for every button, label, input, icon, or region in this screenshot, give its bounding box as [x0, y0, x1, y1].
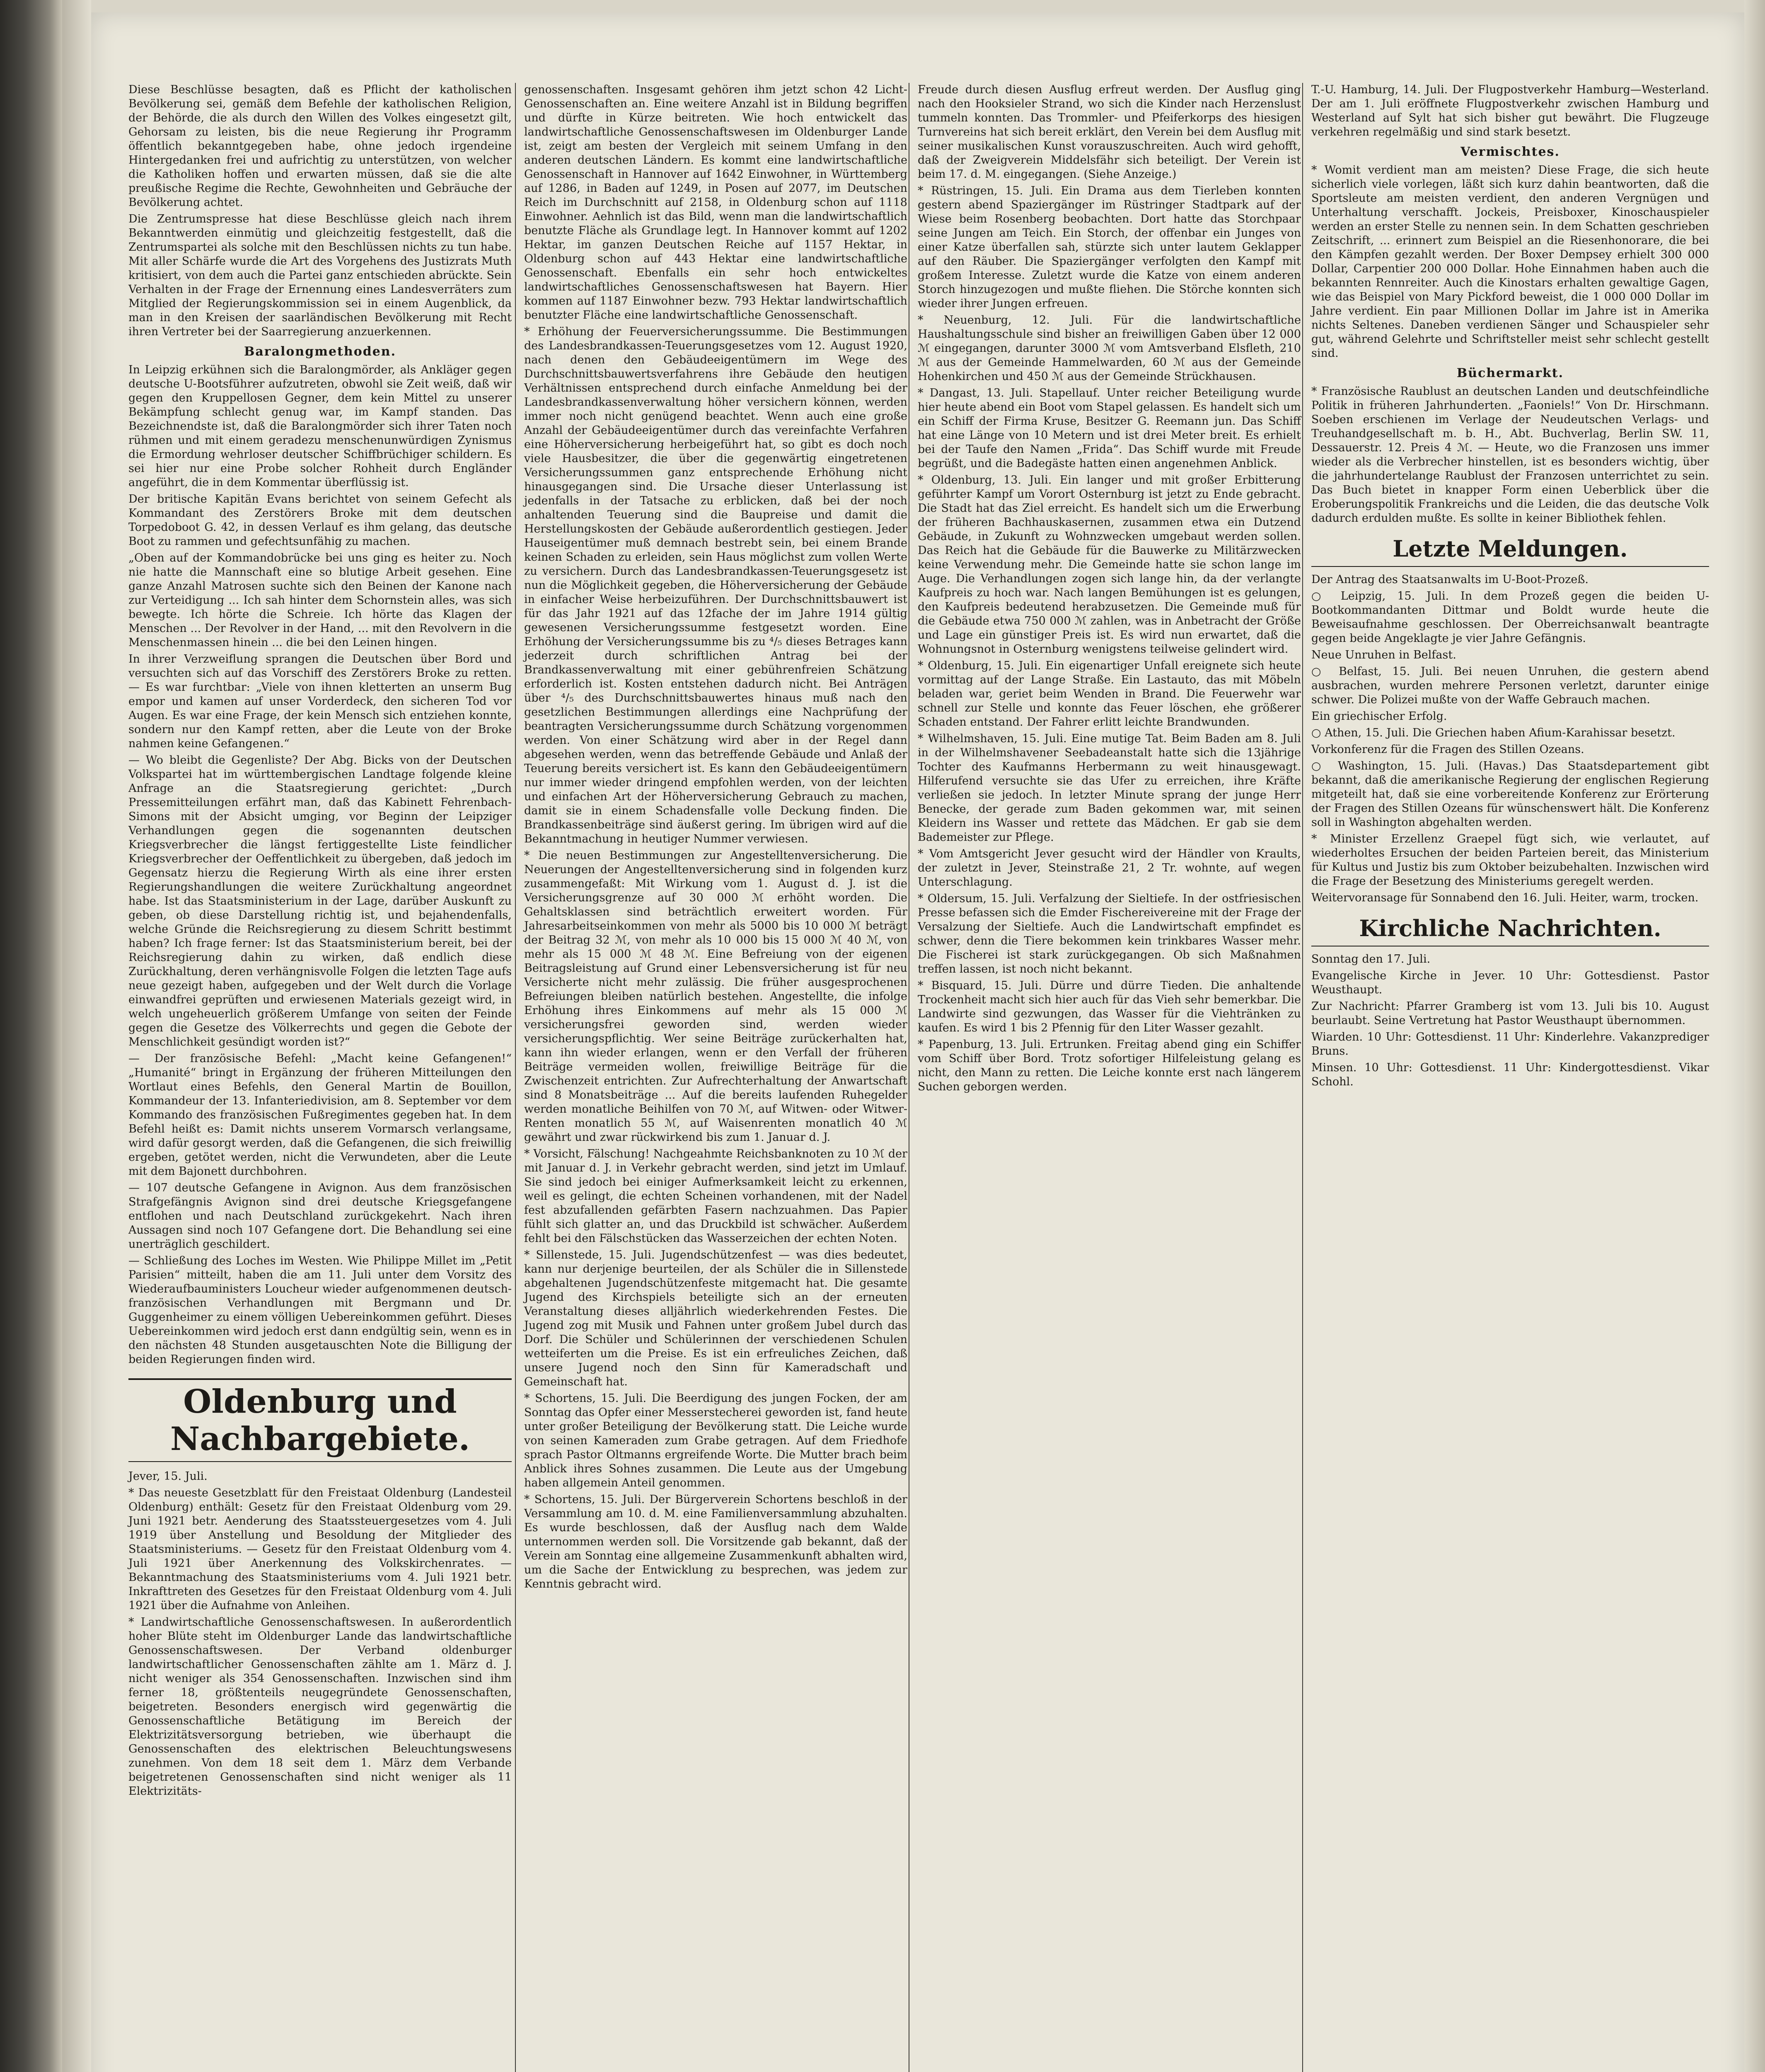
article-paragraph: * Schortens, 15. Juli. Die Beerdigung des jungen Focken, der am Sonntag das Opfer einer Messerstecherei geworden ist, fand heute unter großer Beteiligung der Bevölkerung statt. Die Leiche wurde von seinen Kameraden zum Grabe getragen. Auf dem Friedhofe sprach Pastor Oltmanns ergreifende Worte. Die Mutter brach beim Anblick ihres Sohnes zusammen. Die Leute aus der Umgebung haben allgemein Anteil genommen.: [524, 1392, 907, 1489]
article-paragraph: In ihrer Verzweiflung sprangen die Deutschen über Bord und versuchten sich auf das Vorschiff des Zerstörers Broke zu retten. — Es war furchtbar: „Viele von ihnen kletterten an unserm Bug empor und kamen auf unser Vorderdeck, den sicheren Tod vor Augen. Es war eine Frage, der kein Mensch sich entziehen konnte, sondern nur den Kampf retten, aber die Leute von der Broke nahmen keine Gefangenen.“: [128, 653, 512, 750]
article-paragraph: * Vorsicht, Fälschung! Nachgeahmte Reichsbanknoten zu 10 ℳ der mit Januar d. J. in Verkehr gebracht werden, sind jetzt im Umlauf. Sie sind jedoch bei einiger Aufmerksamkeit leicht zu erkennen, weil es gelingt, die echten Scheinen vorhandenen, mit der Nadel fest abzufallenden gefärbten Fasern nachzuahmen. Das Papier fühlt sich glatter an, und das Druckbild ist schwächer. Außerdem fehlt bei den Fälschstücken das Wasserzeichen der echten Noten.: [524, 1147, 907, 1245]
article-paragraph: * Papenburg, 13. Juli. Ertrunken. Freitag abend ging ein Schiffer vom Schiff über Bord. Trotz sofortiger Hilfeleistung gelang es nicht, den Mann zu retten. Die Leiche konnte erst nach längerem Suchen geborgen werden.: [918, 1038, 1301, 1093]
article-paragraph: T.-U. Hamburg, 14. Juli. Der Flugpostverkehr Hamburg—Westerland. Der am 1. Juli eröffnete Flugpostverkehr zwischen Hamburg und Westerland auf Sylt hat sich bisher gut bewährt. Die Flugzeuge verkehren regelmäßig und sind stark besetzt.: [1311, 83, 1709, 138]
article-paragraph: Die Zentrumspresse hat diese Beschlüsse gleich nach ihrem Bekanntwerden einmütig und gleichzeitig festgestellt, daß die Zentrumspartei als solche mit den Beschlüssen nichts zu tun habe. Mit aller Schärfe wurde die Art des Vorgehens des Justizrats Muth kritisiert, von dem auch die Partei ganz entschieden abrückte. Sein Verhalten in der Frage der Ernennung eines Landesverräters zum Mitglied der Regierungskommission sei in einem Augenblick, da man in den Kreisen der saarländischen Bevölkerung mit Recht ihren Vertreter bei der Saarregierung anzuerkennen.: [128, 213, 512, 338]
article-paragraph: * Wilhelmshaven, 15. Juli. Eine mutige Tat. Beim Baden am 8. Juli in der Wilhelmshavener Seebadeanstalt hatte sich die 13jährige Tochter des Kaufmanns Herbermann zu weit hinausgewagt. Hilferufend versuchte sie das Ufer zu erreichen, ihre Kräfte verließen sie jedoch. In letzter Minute sprang der junge Herr Benecke, der gerade zum Baden gekommen war, mit seinen Kleidern ins Wasser und rettete das Mädchen. Er gab sie dem Bademeister zur Pflege.: [918, 732, 1301, 844]
article-paragraph: * Die neuen Bestimmungen zur Angestelltenversicherung. Die Neuerungen der Angestelltenversicherung sind in folgenden kurz zusammengefaßt: Mit Wirkung vom 1. August d. J. ist die Versicherungsgrenze auf 30 000 ℳ erhöht worden. Die Gehaltsklassen sind beträchtlich erweitert worden. Für Jahresarbeitseinkommen von mehr als 5000 bis 10 000 ℳ beträgt der Beitrag 32 ℳ, von mehr als 10 000 bis 15 000 ℳ 40 ℳ, von mehr als 15 000 ℳ 48 ℳ. Eine Befreiung von der eigenen Beitragsleistung auf Grund einer Lebensversicherung ist für neu Versicherte nicht mehr zulässig. Die früher ausgesprochenen Befreiungen bleiben natürlich bestehen. Angestellte, die infolge Erhöhung ihres Einkommens auf mehr als 15 000 ℳ versicherungsfrei geworden sind, werden wieder versicherungspflichtig. Wer seine Beiträge zurückerhalten hat, kann ihn wieder erlangen, wenn er den Verfall der früheren Beiträge vermeiden wollen, freiwillige Beiträge für die Zwischenzeit entrichten. Zur Aufrechterhaltung der Anwartschaft sind 8 Monatsbeiträge ... Auf die bereits laufenden Ruhegelder werden monatliche Beihilfen von 70 ℳ, auf Witwen- oder Witwer-Renten monatlich 55 ℳ, auf Waisenrenten monatlich 40 ℳ gewährt und zwar rückwirkend bis zum 1. Januar d. J.: [524, 849, 907, 1144]
article-paragraph: * Oldersum, 15. Juli. Verfalzung der Sieltiefe. In der ostfriesischen Presse befassen sich die Emder Fischereivereine mit der Frage der Versalzung der Sieltiefe. Auch die Landwirtschaft empfindet es schwer, denn die Tiere bekommen kein trinkbares Wasser mehr. Die Fischerei ist stark zurückgegangen. Ob sich Maßnahmen treffen lassen, ist noch nicht bekannt.: [918, 892, 1301, 975]
article-paragraph: * Vom Amtsgericht Jever gesucht wird der Händler von Kraults, der zuletzt in Jever, Steinstraße 21, 2 Tr. wohnte, auf wegen Unterschlagung.: [918, 847, 1301, 888]
article-paragraph: — Der französische Befehl: „Macht keine Gefangenen!“ „Humanité“ bringt in Ergänzung der früheren Mitteilungen den Wortlaut eines Befehls, den General Martin de Bouillon, Kommandeur der 13. Infanteriedivision, am 8. September vor dem Kommando des französischen Fußregimentes gegeben hat. In dem Befehl heißt es: Damit nichts unserem Vormarsch verlangsame, wird dafür gesorgt werden, daß die Gefangenen, die sich freiwillig ergeben, getötet werden, nicht die Verwundeten, aber die Leute mit dem Bajonett durchbohren.: [128, 1052, 512, 1178]
article-paragraph: * Oldenburg, 15. Juli. Ein eigenartiger Unfall ereignete sich heute vormittag auf der Lange Straße. Ein Lastauto, das mit Möbeln beladen war, geriet beim Wenden in Brand. Die Feuerwehr war schnell zur Stelle und konnte das Feuer löschen, ehe größerer Schaden entstand. Der Fahrer erlitt leichte Brandwunden.: [918, 659, 1301, 729]
article-paragraph: * Landwirtschaftliche Genossenschaftswesen. In außerordentlich hoher Blüte steht im Oldenburger Lande das landwirtschaftliche Genossenschaftswesen. Der Verband oldenburger landwirtschaftlicher Genossenschaften zählte am 1. März d. J. nicht weniger als 354 Genossenschaften. Inzwischen sind ihm ferner 18, größtenteils neugegründete Genossenschaften, beigetreten. Besonders energisch wird gegenwärtig die Genossenschaftliche Betätigung im Bereich der Elektrizitätsversorgung betrieben, wie überhaupt die Genossenschaften des elektrischen Beleuchtungswesens zunehmen. Von dem 18 seit dem 1. März dem Verbande beigetretenen Genossenschaften sind nicht weniger als 11 Elektrizitäts-: [128, 1616, 512, 1798]
article-paragraph: Der britische Kapitän Evans berichtet von seinem Gefecht als Kommandant des Zerstörers Broke mit dem deutschen Torpedoboot G. 42, in dessen Verlauf es ihm gelang, das deutsche Boot zu rammen und gefechtsunfähig zu machen.: [128, 493, 512, 548]
article-paragraph: * Erhöhung der Feuerversicherungssumme. Die Bestimmungen des Landesbrandkassen-Teuerungsgesetzes vom 12. August 1920, nach denen den Gebäudeeigentümern im Wege des Durchschnittsbauwertsverfahrens ihre Gebäude den heutigen Verhältnissen entsprechend durch einfache Anmeldung bei der Landesbrandkassenverwaltung höher versichern können, werden immer noch nicht genügend beachtet. Wenn auch eine große Anzahl der Gebäudeeigentümer durch das vereinfachte Verfahren eine Höherversicherung herbeigeführt hat, so gibt es doch noch viele Hausbesitzer, die über die gegenwärtig eingetretenen Versicherungssummen ganz entsprechende Erhöhung nicht hinausgegangen sind. Die Ursache dieser Unterlassung ist jedenfalls in der Tatsache zu erblicken, daß bei der noch anhaltenden Teuerung sind die Baupreise und damit die Herstellungskosten der Gebäude außerordentlich gestiegen. Jeder Hauseigentümer muß demnach bestrebt sein, bei einem Brande keinen Schaden zu erleiden, sein Haus möglichst zum vollen Werte zu versichern. Durch das Landesbrandkassen-Teuerungsgesetz ist nun die Möglichkeit gegeben, die Höherversicherung der Gebäude in einfacher Weise herbeizuführen. Der Durchschnittsbauwert ist für das Jahr 1921 auf das 12fache der im Jahre 1914 gültig gewesenen Versicherungssumme festgesetzt worden. Eine Erhöhung der Versicherungssumme bis zu ⁴/₅ dieses Betrages kann jederzeit durch schriftlichen Antrag bei der Brandkassenverwaltung mit einer gebührenfreien Schätzung erforderlich ist. Kosten entstehen dadurch nicht. Bei Anträgen über ⁴/₅ des Durchschnittsbauwertes hinaus muß nach den gesetzlichen Bestimmungen allerdings eine Nachprüfung der beantragten Versicherungssumme durch Schätzung vorgenommen werden. Von einer Schätzung wird aber in der Regel dann abgesehen werden, wenn das betreffende Gebäude und Anlaß der Teuerung bereits versichert ist. Es kann den Gebäudeeigentümern nur immer wieder dringend empfohlen werden, von der leichten und einfachen Art der Höherversicherung Gebrauch zu machen, damit sie in einem Schadensfalle volle Deckung finden. Die Brandkassenbeiträge sind äußerst gering. Im übrigen wird auf die Bekanntmachung in heutiger Nummer verwiesen.: [524, 325, 907, 845]
section-heading: Büchermarkt.: [1456, 366, 1564, 380]
page-edge: [1744, 0, 1765, 2072]
column-3: [918, 83, 1301, 1097]
article-paragraph: Minsen. 10 Uhr: Gottesdienst. 11 Uhr: Kindergottesdienst. Vikar Schohl.: [1311, 1061, 1709, 1088]
article-paragraph: „Oben auf der Kommandobrücke bei uns ging es heiter zu. Noch nie hatte die Mannschaft eine so blutige Arbeit gesehen. Eine ganze Anzahl Matrosen suchte sich den Beinen der Kanone nach zur Verteidigung ... Ich sah hinter dem Schornstein alles, was sich bewegte. Ich hörte die Schreie. Ich hörte das Klagen der Menschen ... Der Revolver in der Hand, ... mit den Revolvern in die Menschenmassen hinein ... die bei den Leinen hingen.: [128, 552, 512, 649]
article-paragraph: Sonntag den 17. Juli.: [1311, 953, 1431, 966]
article-paragraph: * Dangast, 13. Juli. Stapellauf. Unter reicher Beteiligung wurde hier heute abend ein Boot vom Stapel gelassen. Es handelt sich um ein Schiff der Firma Kruse, Besitzer G. Reemann jun. Das Schiff hat eine Länge von 10 Metern und ist drei Meter breit. Es erhielt bei der Taufe den Namen „Frida“. Das Schiff wurde mit Freude begrüßt, und die Badegäste hatten einen angenehmen Anblick.: [918, 387, 1301, 470]
article-paragraph: In Leipzig erkühnen sich die Baralongmörder, als Ankläger gegen deutsche U-Bootsführer aufzutreten, obwohl sie Zeit weiß, daß wir gegen den Kruppellosen Gegner, dem kein Mittel zu unserer Bekämpfung schlecht genug war, im Kampf standen. Das Bezeichnendste ist, daß die Baralongmörder sich ihrer Taten noch rühmen und mit einem geradezu menschenunwürdigen Zynismus die Ermordung wehrloser deutscher Schiffbrüchiger schildern. Es sei hier nur eine Probe solcher Rohheit durch Engländer angeführt, die in dem Kommentar überflüssig ist.: [128, 363, 512, 489]
article-paragraph: Neue Unruhen in Belfast.: [1311, 649, 1456, 661]
article-paragraph: ○ Belfast, 15. Juli. Bei neuen Unruhen, die gestern abend ausbrachen, wurden mehrere Personen verletzt, darunter einige schwer. Die Polizei mußte von der Waffe Gebrauch machen.: [1311, 665, 1709, 706]
article-paragraph: ○ Athen, 15. Juli. Die Griechen haben Afium-Karahissar besetzt.: [1311, 726, 1676, 739]
column-4: [1311, 83, 1709, 1092]
article-paragraph: Weitervoransage für Sonnabend den 16. Juli. Heiter, warm, trocken.: [1311, 891, 1699, 904]
article-paragraph: — Wo bleibt die Gegenliste? Der Abg. Bicks von der Deutschen Volkspartei hat im württembergischen Landtage folgende kleine Anfrage an die Staatsregierung gerichtet: „Durch Pressemitteilungen erfährt man, daß das Kabinett Fehrenbach-Simons mit der Absicht umging, vor Beginn der Leipziger Verhandlungen gegen die sogenannten deutschen Kriegsverbrecher die längst fertiggestellte Liste feindlicher Kriegsverbrecher der Oeffentlichkeit zu übergeben, daß jedoch im Gegensatz hierzu die Regierung Wirth als eine ihrer ersten Regierungshandlungen die weitere Zurückhaltung angeordnet habe. Ist das Staatsministerium in der Lage, darüber Auskunft zu geben, ob diese Darstellung richtig ist, und bejahendenfalls, welche Gründe die Reichsregierung zu diesem Schritt bestimmt haben? Ich frage ferner: Ist das Staatsministerium bereit, bei der Reichsregierung dahin zu wirken, daß endlich diese Zurückhaltung, deren verhängnisvolle Folgen die letzten Tage aufs neue gezeigt haben, aufgegeben und der Welt durch die Vorlage einwandfrei geprüften und erwiesenen Materials gezeigt wird, in welch ungeheuerlich größerem Umfange von seiten der Feinde gegen die Gesetze des Völkerrechts und gegen die Gebote der Menschlichkeit gesündigt worden ist?“: [128, 754, 512, 1048]
section-heading: Vermischtes.: [1460, 145, 1560, 159]
article-paragraph: Ein griechischer Erfolg.: [1311, 710, 1447, 723]
article-paragraph: Wiarden. 10 Uhr: Gottesdienst. 11 Uhr: Kinderlehre. Vakanzprediger Bruns.: [1311, 1031, 1709, 1058]
article-paragraph: * Bisquard, 15. Juli. Dürre und dürre Tieden. Die anhaltende Trockenheit macht sich hier auch für das Vieh sehr bemerkbar. Die Landwirte sind gezwungen, das Wasser für die Viehtränken zu kaufen. Es wird 1 bis 2 Pfennig für den Liter Wasser gezahlt.: [918, 979, 1301, 1034]
article-paragraph: — Schließung des Loches im Westen. Wie Philippe Millet im „Petit Parisien“ mitteilt, haben die am 11. Juli unter dem Vorsitz des Wiederaufbauministers Loucheur wieder aufgenommenen deutsch-französischen Verhandlungen mit Bergmann und Dr. Guggenheimer zu einem völligen Uebereinkommen geführt. Dieses Uebereinkommen wird jedoch erst dann endgültig sein, wenn es in den nächsten 48 Stunden ausgetauschten Note die Billigung der beiden Regierungen finden wird.: [128, 1254, 512, 1366]
article-paragraph: * Sillenstede, 15. Juli. Jugendschützenfest — was dies bedeutet, kann nur derjenige beurteilen, der als Schüler die in Sillenstede abgehaltenen Jugendschützenfeste mitgemacht hat. Die gesamte Jugend des Kirchspiels beteiligte sich an der erneuten Veranstaltung dieses alljährlich wiederkehrenden Festes. Die Jugend zog mit Musik und Fahnen unter großem Jubel durch das Dorf. Die Schüler und Schülerinnen der verschiedenen Schulen wetteiferten um die Preise. Es ist ein erfreuliches Zeichen, daß unsere Jugend noch den Sinn für Kameradschaft und Gemeinschaft hat.: [524, 1249, 907, 1388]
article-paragraph: * Womit verdient man am meisten? Diese Frage, die sich heute sicherlich viele vorlegen, läßt sich kurz dahin beantworten, daß die Sportsleute am meisten verdient, den anderen Vergnügen und Unterhaltung verschafft. Jockeis, Preisboxer, Kinoschauspieler werden an erster Stelle zu nennen sein. In dem Schatten geschrieben Zeitschrift, ... erinnert zum Beispiel an die Riesenhonorare, die bei den Kämpfen gezahlt werden. Der Boxer Dempsey erhielt 300 000 Dollar, Carpentier 200 000 Dollar. Hohe Einnahmen haben auch die bekannten Rennreiter. Auch die Kinostars erhalten gewaltige Gagen, wie das Beispiel von Mary Pickford beweist, die 1 000 000 Dollar im Jahre verdient. Ein paar Millionen Dollar im Jahre ist in Amerika nichts Seltenes. Daneben verdienen Sänger und Schauspieler sehr gut, während Gelehrte und Schriftsteller meist sehr schlecht gestellt sind.: [1311, 164, 1709, 360]
article-paragraph: * Minister Erzellenz Graepel fügt sich, wie verlautet, auf wiederholtes Ersuchen der beiden Parteien bereit, das Ministerium für Kultus und Justiz bis zum Oktober beizubehalten. Inzwischen wird die Frage der Besetzung des Ministeriums geregelt werden.: [1311, 833, 1709, 888]
article-paragraph: * Rüstringen, 15. Juli. Ein Drama aus dem Tierleben konnten gestern abend Spaziergänger im Rüstringer Stadtpark auf der Wiese beim Rosenberg beobachten. Dort hatte das Storchpaar seine Jungen am Teich. Ein Storch, der offenbar ein Junges von einer Katze überfallen sah, stürzte sich unter lautem Geklapper auf den Räuber. Die Spaziergänger verfolgten den Kampf mit großem Interesse. Zuletzt wurde die Katze von einem anderen Storch hinzugezogen und mußte fliehen. Die Störche konnten sich wieder ihrer Jungen erfreuen.: [918, 184, 1301, 310]
article-paragraph: genossenschaften. Insgesamt gehören ihm jetzt schon 42 Licht-Genossenschaften an. Eine weitere Anzahl ist in Bildung begriffen und dürfte in Kürze beitreten. Wie hoch entwickelt das landwirtschaftliche Genossenschaftswesen im Oldenburger Lande ist, zeigt am besten der Vergleich mit seinem Umfang in den anderen deutschen Ländern. Es kommt eine landwirtschaftliche Genossenschaft in Hannover auf 1642 Einwohner, in Württemberg auf 1286, in Baden auf 1249, in Posen auf 2077, im Deutschen Reich im Durchschnitt auf 2158, in Oldenburg schon auf 1118 Einwohner. Aehnlich ist das Bild, wenn man die landwirtschaftlich benutzte Fläche als Grundlage legt. In Hannover kommt auf 1202 Hektar, im ganzen Deutschen Reiche auf 1157 Hektar, in Oldenburg schon auf 443 Hektar eine landwirtschaftliche Genossenschaft. Ebenfalls ein sehr hoch entwickeltes landwirtschaftliches Genossenschaftswesen hat Bayern. Hier kommen auf 1187 Einwohner bezw. 793 Hektar landwirtschaftlich benutzter Fläche eine landwirtschaftliche Genossenschaft.: [524, 83, 907, 322]
column-rule: [515, 83, 516, 2072]
article-paragraph: Zur Nachricht: Pfarrer Gramberg ist vom 13. Juli bis 10. August beurlaubt. Seine Vertretung hat Pastor Weusthaupt übernommen.: [1311, 1000, 1709, 1027]
column-rule: [1302, 83, 1303, 2072]
article-paragraph: Der Antrag des Staatsanwalts im U-Boot-Prozeß.: [1311, 573, 1588, 586]
regional-section-title: Oldenburg und Nachbargebiete.: [128, 1378, 512, 1462]
article-paragraph: Diese Beschlüsse besagten, daß es Pflicht der katholischen Bevölkerung sei, gemäß dem Befehle der katholischen Religion, der Behörde, die als durch den Willen des Volkes eingesetzt gilt, Gehorsam zu leisten, bis die neue Regierung ihr Programm öffentlich bekanntgegeben habe, ohne jedoch irgendeine Hintergedanken frei und aufrichtig zu unterstützen, von welcher die Katholiken hoffen und erwarten müssen, daß sie die alte preußische Regime die Rechte, Gewohnheiten und Gebräuche der Bevölkerung achtet.: [128, 83, 512, 209]
article-paragraph: ○ Leipzig, 15. Juli. In dem Prozeß gegen die beiden U-Bootkommandanten Dittmar und Boldt wurde heute die Beweisaufnahme geschlossen. Der Oberreichsanwalt beantragte gegen beide Angeklagte je vier Jahre Gefängnis.: [1311, 590, 1709, 645]
article-paragraph: * Das neueste Gesetzblatt für den Freistaat Oldenburg (Landesteil Oldenburg) enthält: Gesetz für den Freistaat Oldenburg vom 29. Juni 1921 betr. Aenderung des Staatssteuergesetzes vom 4. Juli 1919 über Anstellung und Besoldung der Mitglieder des Staatsministeriums. — Gesetz für den Freistaat Oldenburg vom 4. Juli 1921 über Anerkennung des Volkskirchenrates. — Bekanntmachung des Staatsministeriums vom 4. Juli 1921 betr. Inkrafttreten des Gesetzes für den Freistaat Oldenburg vom 4. Juli 1921 über die Aufnahme von Anleihen.: [128, 1486, 512, 1612]
article-paragraph: * Neuenburg, 12. Juli. Für die landwirtschaftliche Haushaltungsschule sind bisher an freiwilligen Gaben über 12 000 ℳ eingegangen, darunter 3000 ℳ vom Amtsverband Elsfleth, 210 ℳ aus der Gemeinde Hammelwarden, 60 ℳ aus der Gemeinde Hohenkirchen und 450 ℳ aus der Gemeinde Strückhausen.: [918, 314, 1301, 383]
column-2: [524, 83, 907, 1594]
book-binding: [0, 0, 62, 2072]
article-paragraph: Freude durch diesen Ausflug erfreut werden. Der Ausflug ging nach den Hooksieler Strand, wo sich die Kinder nach Herzenslust tummeln konnten. Das Trommler- und Pfeiferkorps des hiesigen Turnvereins hat sich bereit erklärt, den Verein bei dem Ausflug mit seiner musikalischen Kunst vorauszuschreiten. Auch wird gehofft, daß der Zweigverein Middelsfähr sich beteiligt. Der Verein ist beim 17. d. M. eingegangen. (Siehe Anzeige.): [918, 83, 1301, 181]
article-paragraph: * Schortens, 15. Juli. Der Bürgerverein Schortens beschloß in der Versammlung am 10. d. M. eine Familienversammlung abzuhalten. Es wurde beschlossen, daß der Ausflug nach dem Walde unternommen werden soll. Die Vorsitzende gab bekannt, daß der Verein am Sonntag eine allgemeine Zusammenkunft abhalten wird, um die Sache der Entwicklung zu besprechen, was jedem zur Kenntnis gebracht wird.: [524, 1493, 907, 1590]
column-1: [128, 83, 512, 1801]
article-paragraph: * Oldenburg, 13. Juli. Ein langer und mit großer Erbitterung geführter Kampf um Vorort Osternburg ist jetzt zu Ende gebracht. Die Stadt hat das Ziel erreicht. Es handelt sich um die Erwerbung der früheren Bachhauskasernen, zusammen etwa ein Dutzend Gebäude, in Zukunft zu Wohnzwecken umgebaut werden sollen. Das Reich hat die Gebäude für die Bauwerke zu Militärzwecken keine Verwendung mehr. Die Gemeinde hatte sie schon lange im Auge. Die Verhandlungen zogen sich lange hin, da der verlangte Kaufpreis zu hoch war. Nach langen Bemühungen ist es gelungen, den Kaufpreis bedeutend herabzusetzen. Die Gemeinde muß für die Gebäude etwa 750 000 ℳ zahlen, was in Anbetracht der Größe und Lage ein günstiger Preis ist. Es wird nun erwartet, daß die Wohnungsnot in Osternburg wenigstens teilweise gelindert wird.: [918, 474, 1301, 656]
section-heading: Baralongmethoden.: [244, 344, 397, 359]
article-paragraph: Jever, 15. Juli.: [128, 1470, 208, 1483]
section-title: Kirchliche Nachrichten.: [1311, 915, 1709, 946]
article-paragraph: Vorkonferenz für die Fragen des Stillen Ozeans.: [1311, 743, 1584, 756]
article-paragraph: Evangelische Kirche in Jever. 10 Uhr: Gottesdienst. Pastor Weusthaupt.: [1311, 969, 1709, 996]
page-gutter: [62, 0, 91, 2072]
article-paragraph: ○ Washington, 15. Juli. (Havas.) Das Staatsdepartement gibt bekannt, daß die amerikanische Regierung der englischen Regierung mitgeteilt hat, daß sie eine vorbereitende Konferenz zur Erörterung der Fragen des Stillen Ozeans für wünschenswert hält. Die Konferenz soll in Washington abgehalten werden.: [1311, 760, 1709, 829]
article-paragraph: * Französische Raublust an deutschen Landen und deutschfeindliche Politik in früheren Jahrhunderten. „Faoniels!“ Von Dr. Hirschmann. Soeben erschienen im Verlage der Neudeutschen Verlags- und Treuhandgesellschaft m. b. H., Abt. Buchverlag, Berlin SW. 11, Dessauerstr. 12. Preis 4 ℳ. — Heute, wo die Franzosen uns immer wieder als die Verbrecher hinstellen, ist es besonders wichtig, über die jahrhundertelange Raublust der Franzosen unterrichtet zu sein. Das Buch bietet in knapper Form einen Ueberblick über die Eroberungspolitik Frankreichs und die Leiden, die das deutsche Volk dadurch erdulden mußte. Es sollte in keiner Bibliothek fehlen.: [1311, 385, 1709, 525]
article-paragraph: — 107 deutsche Gefangene in Avignon. Aus dem französischen Strafgefängnis Avignon sind drei deutsche Kriegsgefangene entflohen und nach Deutschland zurückgekehrt. Nach ihren Aussagen sind noch 107 Gefangene dort. Die Behandlung sei eine unerträglich geschildert.: [128, 1181, 512, 1251]
section-title: Letzte Meldungen.: [1311, 535, 1709, 567]
